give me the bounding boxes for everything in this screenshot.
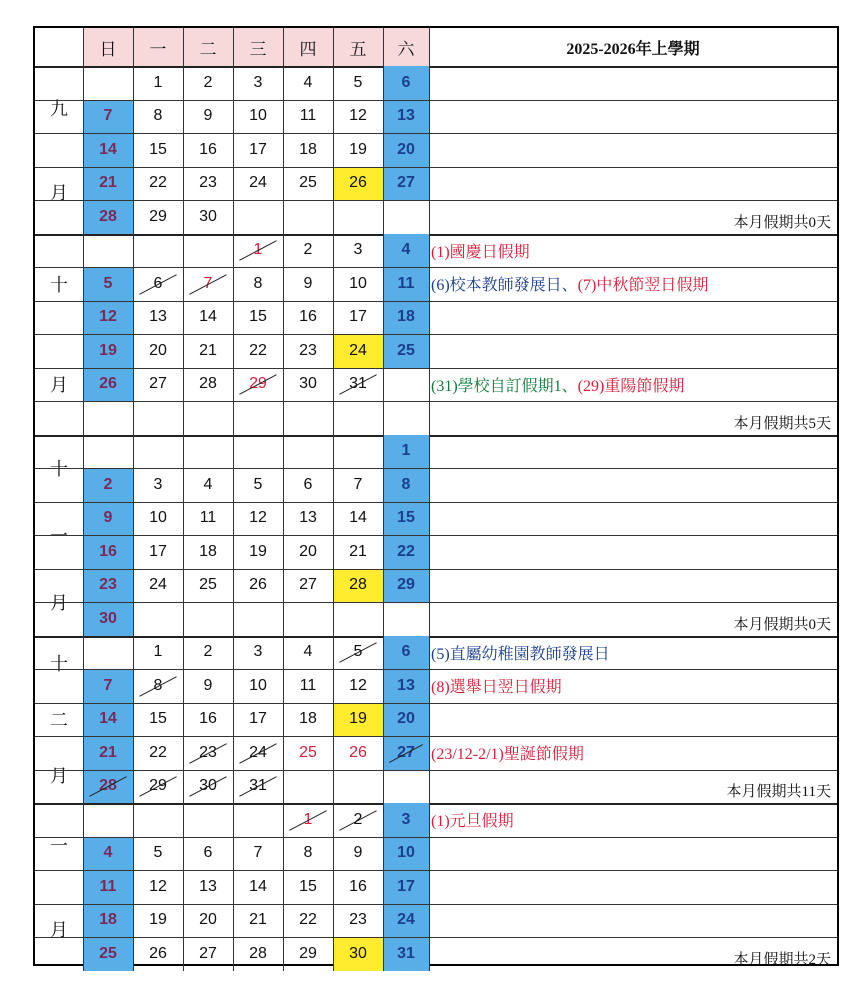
day-cell: 27	[149, 375, 167, 393]
day-cell: 30	[199, 207, 217, 225]
day-cell: 30	[299, 375, 317, 393]
empty-day-cell	[183, 602, 233, 636]
row-divider	[35, 703, 837, 704]
day-cell: 29	[149, 207, 167, 225]
weekday-header: 四	[283, 28, 333, 66]
empty-day-cell	[383, 368, 429, 402]
row-divider	[35, 837, 837, 838]
day-cell: 24	[249, 174, 267, 192]
day-cell: 28	[83, 200, 133, 234]
column-divider	[333, 28, 334, 971]
month-holiday-summary: 本月假期共0天	[733, 214, 831, 231]
day-cell: 2	[303, 241, 313, 259]
day-cell: 28	[199, 375, 217, 393]
month-holiday-summary: 本月假期共0天	[733, 616, 831, 633]
column-divider	[283, 28, 284, 971]
empty-day-cell	[183, 234, 233, 268]
day-cell: 26	[349, 743, 367, 761]
day-cell: 12	[249, 509, 267, 527]
day-cell: 3	[253, 643, 263, 661]
day-cell: 23	[349, 911, 367, 929]
day-cell: 19	[83, 334, 133, 368]
day-cell: 18	[199, 542, 217, 560]
empty-day-cell	[83, 66, 133, 100]
day-cell: 23	[183, 736, 233, 770]
empty-day-cell	[83, 435, 133, 469]
day-cell: 6	[203, 844, 213, 862]
empty-day-cell	[283, 602, 333, 636]
day-cell: 8	[303, 844, 313, 862]
column-divider	[383, 28, 384, 971]
day-cell: 29	[299, 944, 317, 962]
day-cell: 31	[333, 368, 383, 402]
day-cell: 30	[83, 602, 133, 636]
day-cell: 14	[249, 877, 267, 895]
day-cell: 3	[253, 73, 263, 91]
day-cell: 10	[383, 837, 429, 871]
weekday-header: 二	[183, 28, 233, 66]
day-cell: 26	[249, 576, 267, 594]
day-cell: 4	[303, 643, 313, 661]
day-cell: 7	[353, 475, 363, 493]
column-divider	[83, 28, 84, 971]
day-cell: 24	[383, 904, 429, 938]
holiday-note-text: (1)國慶日假期	[431, 243, 530, 261]
empty-day-cell	[183, 435, 233, 469]
day-cell: 11	[383, 267, 429, 301]
month-label-char: 十	[50, 654, 68, 675]
column-divider	[133, 28, 134, 971]
day-cell: 20	[149, 341, 167, 359]
day-cell: 1	[153, 73, 163, 91]
day-cell: 28	[249, 944, 267, 962]
day-cell: 10	[149, 509, 167, 527]
day-cell: 27	[383, 167, 429, 201]
holiday-note-text: (23/12-2/1)聖誕節假期	[431, 746, 584, 764]
month-label-char: 月	[50, 593, 68, 613]
month-holiday-summary: 本月假期共5天	[733, 415, 831, 432]
row-divider	[35, 569, 837, 570]
day-cell: 12	[349, 107, 367, 125]
day-cell: 18	[299, 140, 317, 158]
empty-day-cell	[283, 401, 333, 435]
empty-day-cell	[383, 602, 429, 636]
column-divider	[233, 28, 234, 971]
empty-day-cell	[233, 803, 283, 837]
empty-day-cell	[233, 401, 283, 435]
day-cell: 24	[149, 576, 167, 594]
day-cell: 27	[383, 736, 429, 770]
day-cell: 1	[153, 643, 163, 661]
day-cell: 13	[199, 877, 217, 895]
day-cell: 7	[253, 844, 263, 862]
notes-divider	[429, 28, 430, 971]
empty-day-cell	[83, 234, 133, 268]
day-cell: 27	[299, 576, 317, 594]
empty-day-cell	[133, 435, 183, 469]
month-label-char: 月	[50, 375, 68, 396]
day-cell: 19	[249, 542, 267, 560]
day-cell: 16	[83, 535, 133, 569]
row-divider	[35, 535, 837, 536]
empty-day-cell	[333, 770, 383, 804]
day-cell: 18	[299, 710, 317, 728]
day-cell: 21	[199, 341, 217, 359]
day-cell: 4	[383, 234, 429, 268]
holiday-note-text: (1)元旦假期	[431, 813, 514, 831]
weekday-header: 三	[233, 28, 283, 66]
day-cell: 17	[383, 870, 429, 904]
day-cell: 20	[199, 911, 217, 929]
day-cell: 7	[183, 267, 233, 301]
month-label-char: 十	[50, 459, 68, 479]
holiday-note-text: (29)重陽節假期	[577, 377, 685, 395]
day-cell: 20	[383, 133, 429, 167]
day-cell: 21	[83, 736, 133, 770]
day-cell: 9	[83, 502, 133, 536]
day-cell: 18	[383, 301, 429, 335]
day-cell: 2	[203, 73, 213, 91]
day-cell: 15	[383, 502, 429, 536]
day-cell: 23	[199, 174, 217, 192]
holiday-note	[429, 669, 837, 703]
row-divider	[35, 468, 837, 469]
day-cell: 4	[83, 837, 133, 871]
empty-day-cell	[283, 770, 333, 804]
day-cell: 14	[349, 509, 367, 527]
day-cell: 28	[83, 770, 133, 804]
day-cell: 11	[199, 509, 217, 527]
holiday-note-text: (5)直屬幼稚園教師發展日	[431, 645, 610, 663]
day-cell: 16	[199, 140, 217, 158]
day-cell: 1	[233, 234, 283, 268]
day-cell: 29	[133, 770, 183, 804]
day-cell: 20	[383, 703, 429, 737]
day-cell: 22	[383, 535, 429, 569]
day-cell: 28	[333, 569, 383, 603]
day-cell: 13	[383, 669, 429, 703]
day-cell: 10	[249, 676, 267, 694]
day-cell: 8	[383, 468, 429, 502]
row-divider	[35, 502, 837, 503]
empty-day-cell	[333, 602, 383, 636]
day-cell: 16	[199, 710, 217, 728]
day-cell: 24	[333, 334, 383, 368]
month-holiday-summary: 本月假期共2天	[733, 951, 831, 968]
empty-day-cell	[133, 401, 183, 435]
holiday-note-text: (6)校本教師發展日、	[431, 277, 578, 295]
empty-day-cell	[383, 401, 429, 435]
day-cell: 14	[83, 133, 133, 167]
day-cell: 2	[203, 643, 213, 661]
day-cell: 29	[233, 368, 283, 402]
day-cell: 9	[353, 844, 363, 862]
holiday-note	[429, 234, 837, 268]
day-cell: 13	[299, 509, 317, 527]
empty-day-cell	[183, 803, 233, 837]
day-cell: 31	[383, 937, 429, 971]
day-cell: 14	[199, 308, 217, 326]
day-cell: 15	[149, 140, 167, 158]
weekday-header: 日	[83, 28, 133, 66]
row-divider	[35, 904, 837, 905]
day-cell: 23	[299, 341, 317, 359]
month-label-char: 九	[50, 98, 68, 119]
day-cell: 12	[349, 676, 367, 694]
day-cell: 10	[349, 274, 367, 292]
month-label-char: 一	[50, 526, 68, 546]
empty-day-cell	[83, 803, 133, 837]
day-cell: 1	[283, 803, 333, 837]
empty-day-cell	[283, 435, 333, 469]
day-cell: 17	[349, 308, 367, 326]
empty-day-cell	[333, 401, 383, 435]
day-cell: 12	[149, 877, 167, 895]
day-cell: 14	[83, 703, 133, 737]
day-cell: 21	[249, 911, 267, 929]
day-cell: 11	[83, 870, 133, 904]
holiday-note	[429, 736, 837, 770]
empty-day-cell	[333, 435, 383, 469]
column-divider	[183, 28, 184, 971]
day-cell: 19	[333, 703, 383, 737]
day-cell: 8	[133, 669, 183, 703]
empty-day-cell	[233, 200, 283, 234]
empty-day-cell	[233, 435, 283, 469]
day-cell: 8	[153, 107, 163, 125]
day-cell: 30	[183, 770, 233, 804]
day-cell: 25	[383, 334, 429, 368]
weekday-header: 一	[133, 28, 183, 66]
empty-day-cell	[233, 602, 283, 636]
day-cell: 2	[83, 468, 133, 502]
month-label-char: 月	[50, 766, 68, 787]
day-cell: 19	[149, 911, 167, 929]
empty-day-cell	[333, 200, 383, 234]
day-cell: 21	[83, 167, 133, 201]
holiday-note	[429, 267, 837, 301]
holiday-note-text: (8)選舉日翌日假期	[431, 679, 562, 697]
day-cell: 16	[299, 308, 317, 326]
day-cell: 15	[149, 710, 167, 728]
month-label-char: 二	[50, 710, 68, 731]
day-cell: 12	[83, 301, 133, 335]
month-label	[35, 66, 83, 234]
month-label-char: 一	[50, 835, 68, 856]
empty-day-cell	[383, 770, 429, 804]
day-cell: 25	[299, 174, 317, 192]
day-cell: 18	[83, 904, 133, 938]
day-cell: 3	[353, 241, 363, 259]
weekday-header: 五	[333, 28, 383, 66]
day-cell: 2	[333, 803, 383, 837]
day-cell: 3	[383, 803, 429, 837]
day-cell: 25	[299, 743, 317, 761]
empty-day-cell	[83, 401, 133, 435]
day-cell: 4	[303, 73, 313, 91]
month-holiday-summary: 本月假期共11天	[726, 784, 831, 800]
day-cell: 15	[299, 877, 317, 895]
day-cell: 27	[199, 944, 217, 962]
day-cell: 26	[149, 944, 167, 962]
day-cell: 25	[83, 937, 133, 971]
holiday-note	[429, 803, 837, 837]
day-cell: 9	[203, 676, 213, 694]
day-cell: 11	[299, 676, 317, 694]
holiday-note	[429, 368, 837, 402]
day-cell: 4	[203, 475, 213, 493]
day-cell: 5	[333, 636, 383, 670]
empty-day-cell	[383, 200, 429, 234]
day-cell: 6	[303, 475, 313, 493]
day-cell: 6	[133, 267, 183, 301]
row-divider	[35, 301, 837, 302]
day-cell: 5	[153, 844, 163, 862]
day-cell: 29	[383, 569, 429, 603]
row-divider	[35, 334, 837, 335]
day-cell: 22	[299, 911, 317, 929]
day-cell: 26	[83, 368, 133, 402]
day-cell: 5	[253, 475, 263, 493]
day-cell: 22	[149, 743, 167, 761]
day-cell: 17	[249, 140, 267, 158]
empty-day-cell	[83, 636, 133, 670]
empty-day-cell	[183, 401, 233, 435]
day-cell: 9	[203, 107, 213, 125]
weekday-header: 六	[383, 28, 429, 66]
day-cell: 7	[83, 100, 133, 134]
day-cell: 26	[333, 167, 383, 201]
month-label-char: 十	[50, 274, 68, 295]
day-cell: 17	[249, 710, 267, 728]
day-cell: 10	[249, 107, 267, 125]
month-label	[35, 803, 83, 971]
day-cell: 1	[383, 435, 429, 469]
month-label-char: 月	[50, 182, 68, 203]
school-calendar	[33, 26, 839, 966]
header-corner	[35, 28, 83, 66]
day-cell: 22	[249, 341, 267, 359]
day-cell: 25	[199, 576, 217, 594]
term-title: 2025-2026年上學期	[566, 40, 700, 58]
day-cell: 16	[349, 877, 367, 895]
empty-day-cell	[133, 234, 183, 268]
day-cell: 6	[383, 66, 429, 100]
row-divider	[35, 133, 837, 134]
day-cell: 23	[83, 569, 133, 603]
holiday-note	[429, 636, 837, 670]
day-cell: 8	[253, 274, 263, 292]
day-cell: 20	[299, 542, 317, 560]
day-cell: 3	[153, 475, 163, 493]
day-cell: 11	[299, 107, 317, 125]
day-cell: 19	[349, 140, 367, 158]
day-cell: 21	[349, 542, 367, 560]
empty-day-cell	[133, 803, 183, 837]
day-cell: 15	[249, 308, 267, 326]
row-divider	[35, 100, 837, 101]
holiday-note-text: (7)中秋節翌日假期	[577, 277, 709, 295]
month-label-char: 月	[50, 919, 68, 940]
day-cell: 30	[333, 937, 383, 971]
day-cell: 5	[83, 267, 133, 301]
day-cell: 9	[303, 274, 313, 292]
day-cell: 7	[83, 669, 133, 703]
day-cell: 6	[383, 636, 429, 670]
day-cell: 22	[149, 174, 167, 192]
day-cell: 5	[353, 73, 363, 91]
empty-day-cell	[283, 200, 333, 234]
day-cell: 24	[233, 736, 283, 770]
row-divider	[35, 870, 837, 871]
row-divider	[35, 167, 837, 168]
empty-day-cell	[133, 602, 183, 636]
day-cell: 17	[149, 542, 167, 560]
holiday-note-text: (31)學校自訂假期1、	[431, 377, 578, 395]
day-cell: 13	[149, 308, 167, 326]
day-cell: 31	[233, 770, 283, 804]
month-label	[35, 636, 83, 804]
day-cell: 13	[383, 100, 429, 134]
